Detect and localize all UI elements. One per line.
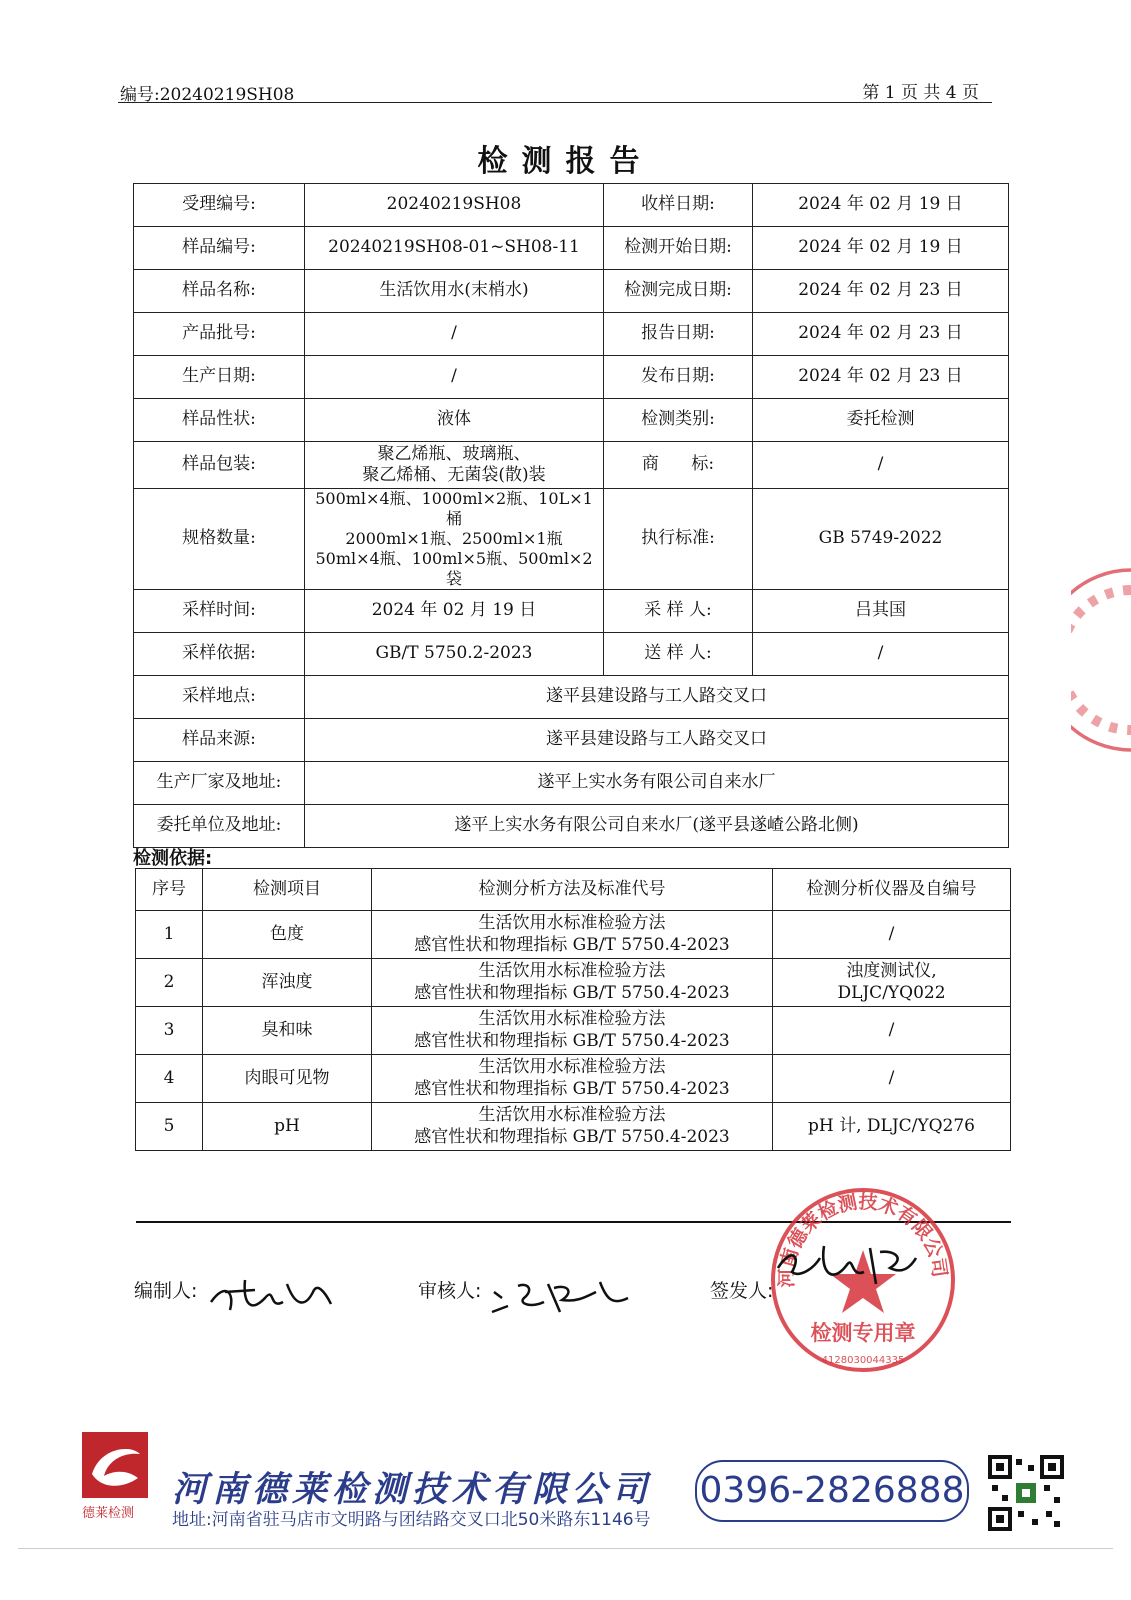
- info-value: [305, 442, 604, 489]
- instrument-line: 浊度测试仪,: [846, 961, 937, 982]
- info-label: 报告日期:: [604, 313, 753, 356]
- instrument-line: pH 计, DLJC/YQ276: [808, 1115, 975, 1136]
- quantity-line: 500ml×4瓶、1000ml×2瓶、10L×1桶: [315, 489, 593, 528]
- info-value: 2024 年 02 月 19 日: [753, 184, 1009, 227]
- instrument-line: DLJC/YQ022: [837, 982, 946, 1003]
- method-line: 感官性状和物理指标 GB/T 5750.4-2023: [414, 1030, 730, 1051]
- reviewed-by-label: 审核人:: [418, 1280, 482, 1302]
- method-line: 感官性状和物理指标 GB/T 5750.4-2023: [414, 934, 730, 955]
- header-rule: [118, 102, 992, 103]
- info-value: 2024 年 02 月 23 日: [753, 270, 1009, 313]
- footer-rule: [18, 1548, 1113, 1549]
- info-label: 样品来源:: [134, 719, 305, 762]
- instrument-line: /: [888, 1067, 895, 1088]
- info-row: [134, 489, 1009, 590]
- table-row: [136, 1007, 1011, 1055]
- info-table: [133, 183, 1009, 848]
- instrument-cell: [773, 1055, 1011, 1103]
- page-indicator: 第 1 页 共 4 页: [862, 83, 979, 103]
- test-item: 色度: [203, 911, 372, 959]
- column-header: 序号: [136, 869, 203, 911]
- info-label: 规格数量:: [134, 489, 305, 590]
- info-label: 生产日期:: [134, 356, 305, 399]
- test-item: pH: [203, 1103, 372, 1151]
- row-number: 5: [136, 1103, 203, 1151]
- info-label: 发布日期:: [604, 356, 753, 399]
- packaging-line: 聚乙烯桶、无菌袋(散)装: [362, 465, 546, 485]
- info-row: [134, 227, 1009, 270]
- svg-text:4128030044335: 4128030044335: [821, 1355, 905, 1366]
- info-value: 20240219SH08: [305, 184, 604, 227]
- info-label: 样品编号:: [134, 227, 305, 270]
- info-label: 采 样 人:: [604, 590, 753, 633]
- column-header: 检测项目: [203, 869, 372, 911]
- info-label: 样品包装:: [134, 442, 305, 489]
- info-value: 遂平上实水务有限公司自来水厂: [305, 762, 1009, 805]
- info-row: [134, 184, 1009, 227]
- info-row: [134, 633, 1009, 676]
- info-row: [134, 442, 1009, 489]
- prepared-by-label: 编制人:: [134, 1280, 198, 1302]
- info-label: 送 样 人:: [604, 633, 753, 676]
- info-label: 商 标:: [604, 442, 753, 489]
- info-value: /: [753, 633, 1009, 676]
- packaging-line: 聚乙烯瓶、玻璃瓶、: [377, 443, 531, 464]
- info-row: [134, 590, 1009, 633]
- instrument-cell: [773, 1103, 1011, 1151]
- info-value: 吕其国: [753, 590, 1009, 633]
- method-line: 生活饮用水标准检验方法: [478, 1105, 666, 1126]
- table-row: [136, 911, 1011, 959]
- report-number: 编号:20240219SH08: [120, 85, 295, 105]
- company-address: 地址:河南省驻马店市文明路与团结路交叉口北50米路东1146号: [172, 1510, 651, 1530]
- row-number: 4: [136, 1055, 203, 1103]
- basis-header-row: [136, 869, 1011, 911]
- basis-table: [135, 868, 1011, 1151]
- info-label: 样品名称:: [134, 270, 305, 313]
- column-header: 检测分析方法及标准代号: [372, 869, 773, 911]
- quantity-line: 50ml×4瓶、100ml×5瓶、500ml×2袋: [315, 549, 593, 588]
- info-label: 检测完成日期:: [604, 270, 753, 313]
- issued-by-label: 签发人:: [710, 1280, 774, 1302]
- qr-code-icon: [988, 1455, 1064, 1531]
- info-row: [134, 356, 1009, 399]
- info-value: 2024 年 02 月 23 日: [753, 356, 1009, 399]
- info-row: [134, 313, 1009, 356]
- test-item: 肉眼可见物: [203, 1055, 372, 1103]
- info-value: /: [305, 313, 604, 356]
- info-row: [134, 805, 1009, 848]
- method-cell: [372, 1103, 773, 1151]
- method-line: 生活饮用水标准检验方法: [478, 961, 666, 982]
- method-line: 生活饮用水标准检验方法: [478, 1057, 666, 1078]
- info-value: GB/T 5750.2-2023: [305, 633, 604, 676]
- info-label: 执行标准:: [604, 489, 753, 590]
- method-cell: [372, 1007, 773, 1055]
- page-title: 检测报告: [477, 144, 654, 179]
- instrument-line: /: [888, 1019, 895, 1040]
- instrument-cell: [773, 1007, 1011, 1055]
- method-line: 感官性状和物理指标 GB/T 5750.4-2023: [414, 982, 730, 1003]
- instrument-cell: [773, 911, 1011, 959]
- info-value: [305, 489, 604, 590]
- info-label: 采样依据:: [134, 633, 305, 676]
- info-label: 样品性状:: [134, 399, 305, 442]
- method-cell: [372, 959, 773, 1007]
- method-line: 生活饮用水标准检验方法: [478, 1009, 666, 1030]
- row-number: 2: [136, 959, 203, 1007]
- info-value: 2024 年 02 月 19 日: [753, 227, 1009, 270]
- info-value: /: [753, 442, 1009, 489]
- test-item: 臭和味: [203, 1007, 372, 1055]
- table-row: [136, 1055, 1011, 1103]
- info-value: GB 5749-2022: [753, 489, 1009, 590]
- info-row: [134, 762, 1009, 805]
- info-label: 产品批号:: [134, 313, 305, 356]
- test-item: 浑浊度: [203, 959, 372, 1007]
- info-value: 遂平上实水务有限公司自来水厂(遂平县遂嵖公路北侧): [305, 805, 1009, 848]
- company-name: 河南德莱检测技术有限公司: [172, 1470, 653, 1510]
- svg-text:检测专用章: 检测专用章: [810, 1321, 916, 1345]
- info-row: [134, 399, 1009, 442]
- quantity-line: 2000ml×1瓶、2500ml×1瓶: [345, 529, 563, 548]
- info-label: 检测类别:: [604, 399, 753, 442]
- table-row: [136, 1103, 1011, 1151]
- info-value: 2024 年 02 月 23 日: [753, 313, 1009, 356]
- method-line: 感官性状和物理指标 GB/T 5750.4-2023: [414, 1126, 730, 1147]
- prepared-signature: [205, 1262, 345, 1322]
- method-line: 生活饮用水标准检验方法: [478, 913, 666, 934]
- info-label: 检测开始日期:: [604, 227, 753, 270]
- table-row: [136, 959, 1011, 1007]
- instrument-cell: [773, 959, 1011, 1007]
- method-line: 感官性状和物理指标 GB/T 5750.4-2023: [414, 1078, 730, 1099]
- info-value: 2024 年 02 月 19 日: [305, 590, 604, 633]
- info-row: [134, 270, 1009, 313]
- info-value: 生活饮用水(末梢水): [305, 270, 604, 313]
- column-header: 检测分析仪器及自编号: [773, 869, 1011, 911]
- seam-stamp: [1071, 560, 1131, 760]
- info-value: 20240219SH08-01~SH08-11: [305, 227, 604, 270]
- info-row: [134, 676, 1009, 719]
- info-value: /: [305, 356, 604, 399]
- info-value: 遂平县建设路与工人路交叉口: [305, 719, 1009, 762]
- issuer-signature: [770, 1228, 920, 1298]
- info-label: 采样时间:: [134, 590, 305, 633]
- method-cell: [372, 911, 773, 959]
- company-phone: 0396-2826888: [695, 1460, 969, 1522]
- basis-heading: 检测依据:: [133, 848, 213, 869]
- info-value: 委托检测: [753, 399, 1009, 442]
- company-logo-icon: [80, 1430, 150, 1500]
- method-cell: [372, 1055, 773, 1103]
- logo-caption: 德莱检测: [82, 1506, 135, 1521]
- info-label: 委托单位及地址:: [134, 805, 305, 848]
- info-row: [134, 719, 1009, 762]
- info-value: 液体: [305, 399, 604, 442]
- info-label: 采样地点:: [134, 676, 305, 719]
- instrument-line: /: [888, 923, 895, 944]
- reviewer-signature: [488, 1262, 638, 1322]
- info-value: 遂平县建设路与工人路交叉口: [305, 676, 1009, 719]
- row-number: 3: [136, 1007, 203, 1055]
- info-label: 受理编号:: [134, 184, 305, 227]
- info-label: 收样日期:: [604, 184, 753, 227]
- row-number: 1: [136, 911, 203, 959]
- svg-text:河南德莱检测技术有限公司: 河南德莱检测技术有限公司: [775, 1190, 951, 1288]
- info-label: 生产厂家及地址:: [134, 762, 305, 805]
